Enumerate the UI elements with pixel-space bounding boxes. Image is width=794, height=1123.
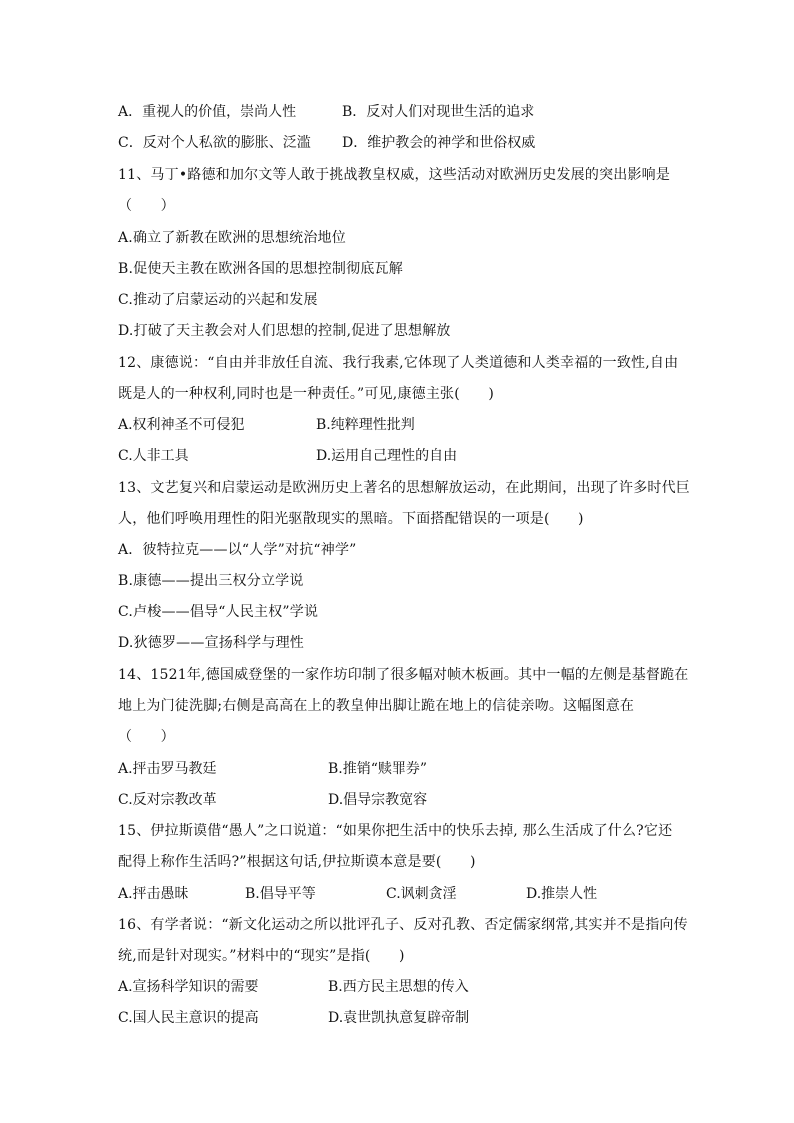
q14-stem-line3: （ ） (118, 729, 175, 745)
q14-stem-line1: 14、1521年,德国威登堡的一家作坊印制了很多幅对帧木板画。其中一幅的左侧是基督跪在 (118, 667, 689, 683)
q14-option-c: C.反对宗教改革 (118, 792, 217, 808)
q12-stem-line1: 12、康德说：“自由并非放任自流、我行我素,它体现了人类道德和人类幸福的一致性,自由 (118, 355, 679, 371)
q15-stem-line1: 15、伊拉斯谟借“愚人”之口说道：“如果你把生活中的快乐去掉, 那么生活成了什么?它还 (118, 823, 673, 839)
q11-option-a: A.确立了新教在欧洲的思想统治地位 (118, 230, 346, 246)
q16-option-a: A.宣扬科学知识的需要 (118, 979, 259, 995)
q13-stem-line2: 人，他们呼唤用理性的阳光驱散现实的黑暗。下面搭配错误的一项是( ) (118, 511, 584, 527)
q15-stem-line2: 配得上称作生活吗?”根据这句话,伊拉斯谟本意是要( ) (118, 854, 476, 870)
q10-option-a: A．重视人的价值，崇尚人性 (118, 104, 297, 120)
q15-option-b: B.倡导平等 (245, 886, 316, 902)
q11-stem-line1: 11、马丁•路德和加尔文等人敢于挑战教皇权威，这些活动对欧洲历史发展的突出影响是 (118, 167, 671, 183)
q14-option-a: A.抨击罗马教廷 (118, 761, 217, 777)
q14-option-d: D.倡导宗教宽容 (328, 792, 428, 808)
q16-stem-line1: 16、有学者说：“新文化运动之所以批评孔子、反对孔教、否定儒家纲常,其实并不是指向传 (118, 917, 688, 933)
q14-stem-line2: 地上为门徒洗脚;右侧是高高在上的教皇伸出脚让跪在地上的信徒亲吻。这幅图意在 (118, 698, 635, 714)
q12-stem-line2: 既是人的一种权利,同时也是一种责任。”可见,康德主张( ) (118, 386, 494, 402)
q16-stem-line2: 统,而是针对现实。”材料中的“现实”是指( ) (118, 948, 405, 964)
q15-option-d: D.推崇人性 (526, 886, 598, 902)
q13-option-c: C.卢梭——倡导“人民主权”学说 (118, 604, 319, 620)
q11-option-c: C.推动了启蒙运动的兴起和发展 (118, 292, 318, 308)
q10-option-b: B．反对人们对现世生活的追求 (342, 104, 535, 120)
q11-option-b: B.促使天主教在欧洲各国的思想控制彻底瓦解 (118, 261, 403, 277)
q16-option-c: C.国人民主意识的提高 (118, 1010, 259, 1026)
q13-option-d: D.狄德罗——宣扬科学与理性 (118, 635, 304, 651)
q13-option-a: A．彼特拉克——以“人学”对抗“神学” (118, 542, 357, 558)
q15-option-c: C.讽刺贪淫 (386, 886, 457, 902)
q12-option-c: C.人非工具 (118, 448, 189, 464)
q11-stem-line2: （ ） (118, 198, 175, 214)
q14-option-b: B.推销“赎罪券” (328, 761, 428, 777)
q10-option-c: C．反对个人私欲的膨胀、泛滥 (118, 135, 311, 151)
q15-option-a: A.抨击愚昧 (118, 886, 189, 902)
q16-option-d: D.袁世凯执意复辟帝制 (328, 1010, 470, 1026)
q12-option-a: A.权利神圣不可侵犯 (118, 417, 245, 433)
q12-option-b: B.纯粹理性批判 (316, 417, 415, 433)
q12-option-d: D.运用自己理性的自由 (316, 448, 458, 464)
q10-option-d: D．维护教会的神学和世俗权威 (342, 135, 536, 151)
q11-option-d: D.打破了天主教会对人们思想的控制,促进了思想解放 (118, 323, 451, 339)
q16-option-b: B.西方民主思想的传入 (328, 979, 469, 995)
q13-option-b: B.康德——提出三权分立学说 (118, 573, 304, 589)
q13-stem-line1: 13、文艺复兴和启蒙运动是欧洲历史上著名的思想解放运动，在此期间，出现了许多时代巨 (118, 480, 691, 496)
